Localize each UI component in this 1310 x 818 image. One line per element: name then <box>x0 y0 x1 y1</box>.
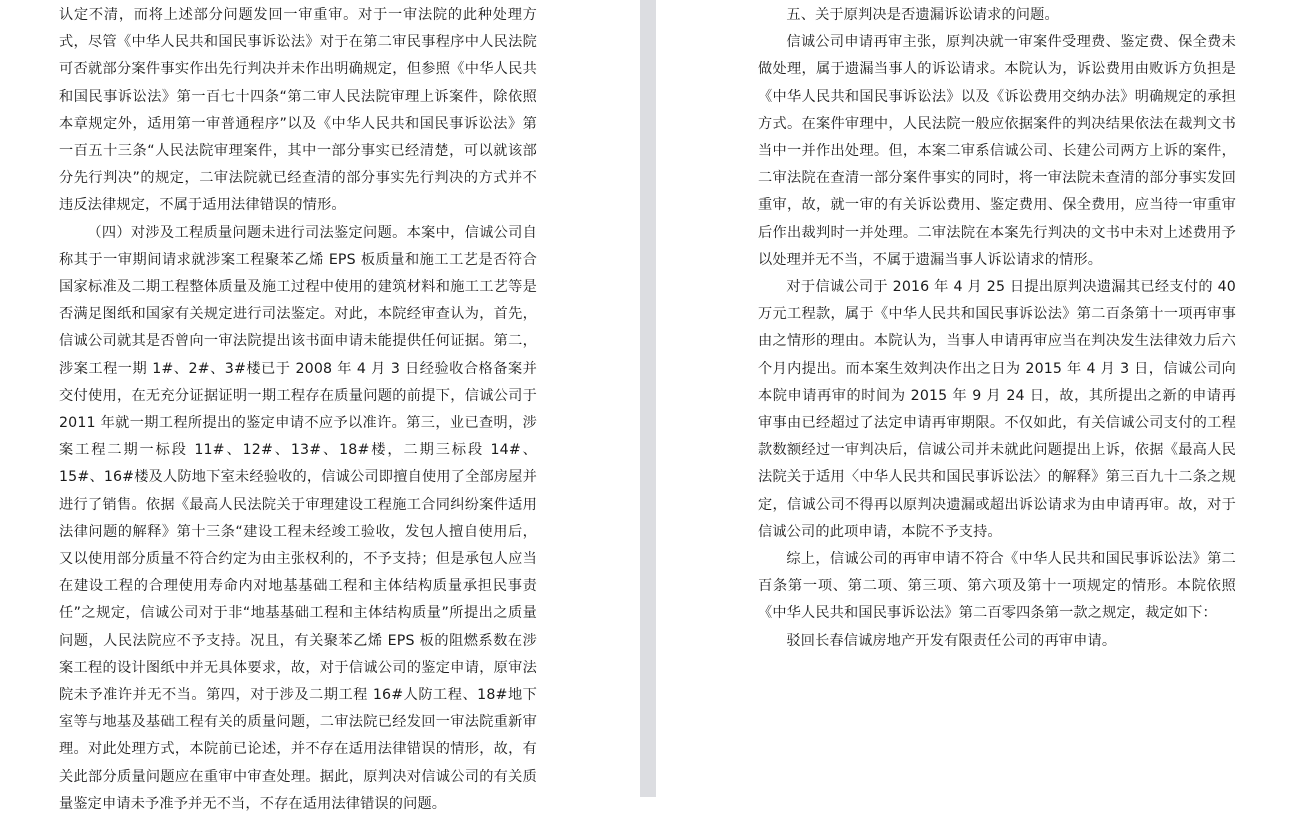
section-heading: 五、关于原判决是否遗漏诉讼请求的问题。 <box>786 7 1059 23</box>
ruling-paragraph: 驳回长春信诚房地产开发有限责任公司的再审申请。 <box>786 632 1117 649</box>
page-text-left <box>59 2 537 818</box>
paragraph: 认定不清，而将上述部分问题发回一审重审。对于一审法院的此种处理方式，尽管《中华人民共和国民事诉讼法》对于在第二审民事程序中人民法院可否就部分案件事实作出先行判决并未作出明确规定，但参照《中华人民共和国民事诉讼法》第一百七十四条“第二审人民法院审理上诉案件，除依照本章规定外，适用第一审普通程序”以及《中华人民共和国民事诉讼法》第一百五十三条“人民法院审理案件，其中一部分事实已经清楚，可以就该部分先行判决”的规定，二审法院就已经查清的部分事实先行判决的方式并不违反法律规定，不属于适用法律错误的情形。 <box>59 7 537 214</box>
page-text-right <box>758 2 1236 655</box>
paragraph: 信诚公司申请再审主张，原判决就一审案件受理费、鉴定费、保全费未做处理，属于遗漏当事人的诉讼请求。本院认为，诉讼费用由败诉方负担是《中华人民共和国民事诉讼法》以及《诉讼费用交纳办法》明确规定的承担方式。在案件审理中，人民法院一般应依据案件的判决结果依法在裁判文书当中一并作出处理。但，本案二审系信诚公司、长建公司两方上诉的案件，二审法院在查清一部分案件事实的同时，将一审法院未查清的部分事实发回重审，故，就一审的有关诉讼费用、鉴定费用、保全费用，应当待一审重审后作出裁判时一并处理。二审法院在本案先行判决的文书中未对上述费用予以处理并无不当，不属于遗漏当事人诉讼请求的情形。 <box>758 34 1236 268</box>
paragraph: 对于信诚公司于 2016 年 4 月 25 日提出原判决遗漏其已经支付的 40 万元工程款，属于《中华人民共和国民事诉讼法》第二百条第十一项再审事由之情形的理由。本院认为，当事人申请再审应当在判决发生法律效力后六个月内提出。而本案生效判决作出之日为 2015 年 4 月 3 日，信诚公司向本院申请再审的时间为 2015 年 9 月 24 日，故，其所提出之新的申请再审事由已经超过了法定申请再审期限。不仅如此，有关信诚公司支付的工程款数额经过一审判决后，信诚公司并未就此问题提出上诉，依据《最高人民法院关于适用〈中华人民共和国民事诉讼法〉的解释》第三百九十二条之规定，信诚公司不得再以原判决遗漏或超出诉讼请求为由申请再审。故，对于信诚公司的此项申请，本院不予支持。 <box>758 279 1236 540</box>
page-gutter <box>640 0 656 797</box>
document-page-left <box>0 0 640 812</box>
paragraph: 综上，信诚公司的再审申请不符合《中华人民共和国民事诉讼法》第二百条第一项、第二项、第三项、第六项及第十一项规定的情形。本院依照《中华人民共和国民事诉讼法》第二百零四条第一款之规定，裁定如下： <box>758 551 1236 622</box>
paragraph: （四）对涉及工程质量问题未进行司法鉴定问题。本案中，信诚公司自称其于一审期间请求就涉案工程聚苯乙烯 EPS 板质量和施工工艺是否符合国家标准及二期工程整体质量及施工过程中使用的建筑材料和施工工艺等是否满足图纸和国家有关规定进行司法鉴定。对此，本院经审查认为，首先，信诚公司就其是否曾向一审法院提出该书面申请未能提供任何证据。第二，涉案工程一期 1#、2#、3#楼已于 2008 年 4 月 3 日经验收合格备案并交付使用，在无充分证据证明一期工程存在质量问题的前提下，信诚公司于 2011 年就一期工程所提出的鉴定申请不应予以准许。第三，业已查明，涉案工程二期一标段 11#、12#、13#、18#楼，二期三标段 14#、15#、16#楼及人防地下室未经验收的，信诚公司即擅自使用了全部房屋并进行了销售。依据《最高人民法院关于审理建设工程施工合同纠纷案件适用法律问题的解释》第十三条“建设工程未经竣工验收，发包人擅自使用后，又以使用部分质量不符合约定为由主张权利的，不予支持；但是承包人应当在建设工程的合理使用寿命内对地基基础工程和主体结构质量承担民事责任”之规定，信诚公司对于非“地基基础工程和主体结构质量”所提出之质量问题，人民法院应不予支持。况且，有关聚苯乙烯 EPS 板的阻燃系数在涉案工程的设计图纸中并无具体要求，故，对于信诚公司的鉴定申请，原审法院未予准许并无不当。第四，对于涉及二期工程 16#人防工程、18#地下室等与地基及基础工程有关的质量问题，二审法院已经发回一审法院重新审理。对此处理方式，本院前已论述，并不存在适用法律错误的情形，故，有关此部分质量问题应在重审中审查处理。据此，原判决对信诚公司的有关质量鉴定申请未予准予并无不当，不存在适用法律错误的问题。 <box>59 224 537 812</box>
document-page-right <box>656 0 1310 797</box>
